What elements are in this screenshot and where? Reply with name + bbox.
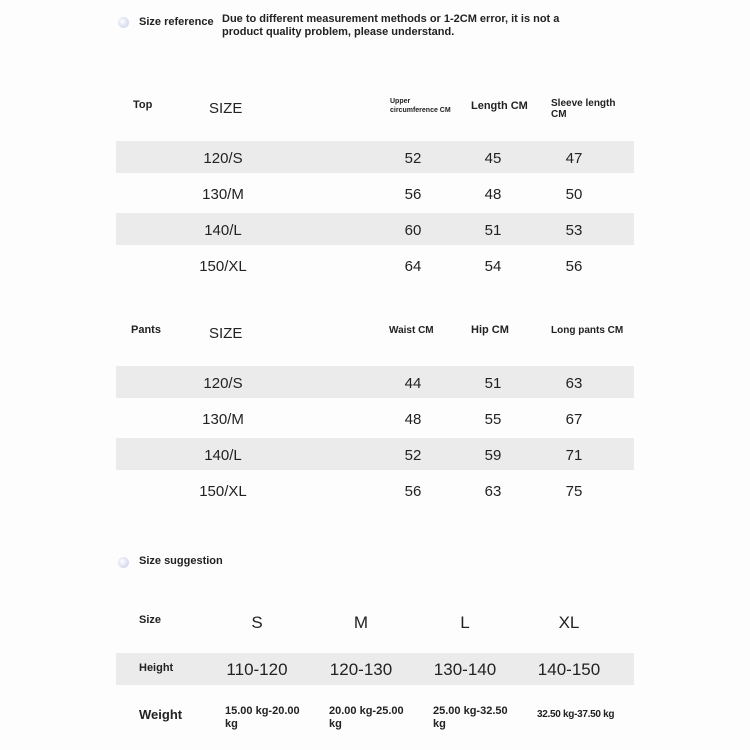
- pants-row-hip: 63: [484, 483, 502, 500]
- pants-category-label: Pants: [131, 324, 161, 336]
- suggestion-height-xl: 140-150: [537, 660, 601, 679]
- top-row-length: 48: [484, 186, 502, 203]
- suggestion-weight-xl: 32.50 kg-37.50 kg: [537, 709, 615, 720]
- top-category-label: Top: [133, 99, 153, 111]
- top-row-length: 54: [484, 258, 502, 275]
- top-row-length: 51: [484, 222, 502, 239]
- top-row-size: 130/M: [202, 186, 244, 203]
- top-row-size: 140/L: [204, 222, 242, 239]
- top-col-length: Length CM: [471, 100, 528, 112]
- top-col-sleeve-length: Sleeve length CM: [551, 98, 616, 120]
- pants-size-header: SIZE: [209, 325, 243, 342]
- suggestion-size-label: Size: [139, 614, 162, 626]
- pants-row-waist: 48: [404, 411, 422, 428]
- suggestion-size-m: M: [353, 613, 369, 632]
- suggestion-weight-m: 20.00 kg-25.00 kg: [329, 705, 404, 730]
- pants-row-waist: 44: [404, 375, 422, 392]
- suggestion-height-l: 130-140: [433, 660, 497, 679]
- pants-row-size: 150/XL: [199, 483, 247, 500]
- top-row-upper: 64: [404, 258, 422, 275]
- pants-row-size: 120/S: [203, 375, 243, 392]
- pants-row-hip: 55: [484, 411, 502, 428]
- pants-col-hip: Hip CM: [471, 324, 509, 336]
- pants-row-long: 63: [565, 375, 583, 392]
- suggestion-weight-s: 15.00 kg-20.00 kg: [225, 705, 300, 730]
- suggestion-height-s: 110-120: [226, 660, 288, 679]
- suggestion-weight-label: Weight: [139, 707, 183, 722]
- pants-col-long-pants: Long pants CM: [551, 325, 624, 336]
- section-title-size-suggestion: Size suggestion: [139, 555, 223, 567]
- top-row-size: 120/S: [203, 150, 243, 167]
- pants-col-waist: Waist CM: [389, 325, 434, 336]
- pants-row-long: 71: [565, 447, 583, 464]
- pants-row-waist: 56: [404, 483, 422, 500]
- top-row-upper: 60: [404, 222, 422, 239]
- bullet-icon: [118, 557, 129, 568]
- top-size-header: SIZE: [209, 100, 243, 117]
- top-row-size: 150/XL: [199, 258, 247, 275]
- section-title-size-reference: Size reference: [139, 16, 214, 28]
- top-row-upper: 52: [404, 150, 422, 167]
- pants-row-hip: 51: [484, 375, 502, 392]
- top-row-sleeve: 47: [565, 150, 583, 167]
- suggestion-size-l: L: [460, 613, 470, 632]
- pants-row-long: 67: [565, 411, 583, 428]
- suggestion-height-label: Height: [139, 662, 174, 674]
- top-row-sleeve: 53: [565, 222, 583, 239]
- top-row-sleeve: 50: [565, 186, 583, 203]
- suggestion-size-s: S: [251, 613, 263, 632]
- top-col-upper-circumference: Upper circumference CM: [390, 98, 451, 114]
- suggestion-weight-l: 25.00 kg-32.50 kg: [433, 705, 508, 730]
- suggestion-size-xl: XL: [558, 613, 580, 632]
- pants-row-waist: 52: [404, 447, 422, 464]
- pants-row-hip: 59: [484, 447, 502, 464]
- top-row-length: 45: [484, 150, 502, 167]
- pants-row-size: 130/M: [202, 411, 244, 428]
- bullet-icon: [118, 17, 129, 28]
- top-row-upper: 56: [404, 186, 422, 203]
- disclaimer-note: Due to different measurement methods or 1-2CM error, it is not a product quality problem, please understand.: [222, 13, 560, 38]
- top-row-sleeve: 56: [565, 258, 583, 275]
- pants-row-size: 140/L: [204, 447, 242, 464]
- pants-row-long: 75: [565, 483, 583, 500]
- suggestion-height-m: 120-130: [329, 660, 393, 679]
